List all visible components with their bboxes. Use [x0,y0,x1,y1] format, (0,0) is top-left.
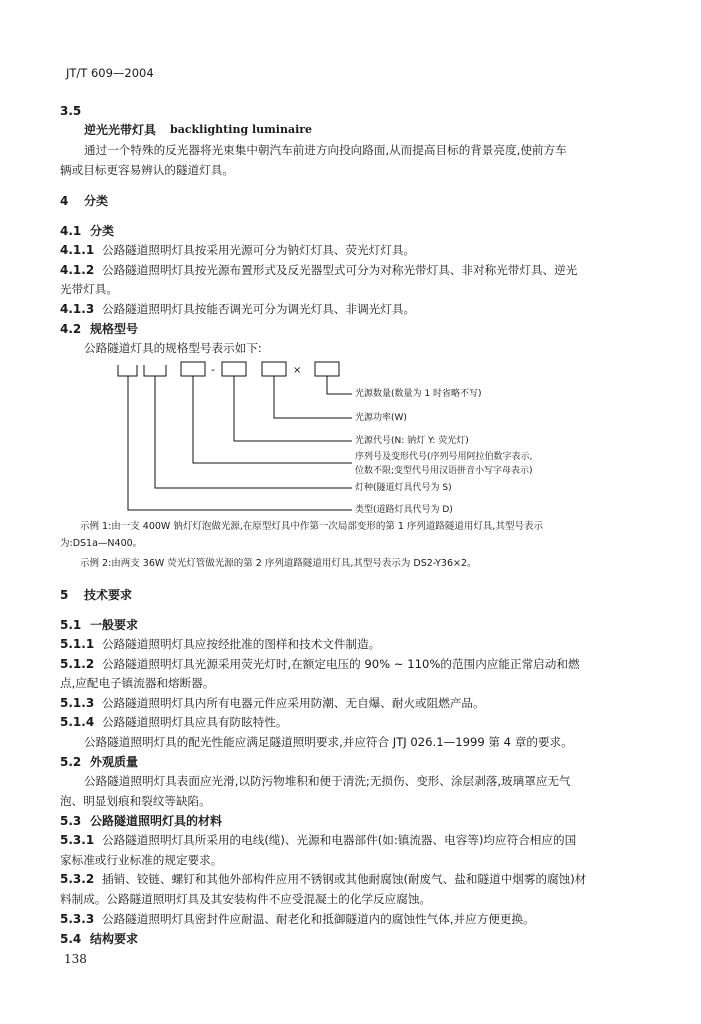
clause-5-3-1-continuation: 家标准或行业标准的规定要求。 [60,853,223,867]
clause-5-3-3-number: 5.3.3 [60,912,95,926]
section-5-number: 5 [60,588,69,602]
section-4-1-number: 4.1 [60,224,82,238]
leader-light-source [234,376,352,441]
label-lamp-kind: 灯种(隧道灯具代号为 S) [355,483,452,493]
clause-5-3-1-text: 公路隧道照明灯具所采用的电线(缆)、光源和电器部件(如:镇流器、电容等)均应符合相应的国 [102,833,577,847]
clause-4-1-2-continuation: 光带灯具。 [60,282,118,296]
clause-5-1-3-number: 5.1.3 [60,696,95,710]
clause-5-1-1-number: 5.1.1 [60,637,95,651]
section-5-title: 技术要求 [84,588,133,602]
standard-code: JT/T 609—2004 [66,66,154,80]
section-5-4-number: 5.4 [60,932,82,946]
clause-5-3-1-number: 5.3.1 [60,833,95,847]
clause-5-1-4-number: 5.1.4 [60,715,95,729]
section-5-3-number: 5.3 [60,814,82,828]
slot-quantity [315,362,339,376]
example-1-line-1: 示例 1:由一支 400W 钠灯灯泡做光源,在原型灯具中作第一次局部变形的第 1 序列道路隧道用灯具,其型号表示 [80,521,543,532]
section-4-2-number: 4.2 [60,322,82,336]
section-5-4-title: 结构要求 [90,932,139,946]
term-definition-line-2: 辆或目标更容易辨认的隧道灯具。 [60,163,234,177]
clause-5-3-2-continuation: 料制成。公路隧道照明灯具及其安装构件不应受混凝土的化学反应腐蚀。 [60,892,432,906]
clause-4-1-1-number: 4.1.1 [60,243,95,257]
clause-5-3-3-text: 公路隧道照明灯具密封件应耐温、耐老化和抵御隧道内的腐蚀性气体,并应方便更换。 [102,912,535,926]
leader-power [274,376,352,418]
clause-5-2-line-1: 公路隧道照明灯具表面应光滑,以防污物堆积和便于清洗;无损伤、变形、涂层剥落,玻璃罩应无气 [84,774,571,788]
clause-4-1-3-text: 公路隧道照明灯具按能否调光可分为调光灯具、非调光灯具。 [102,302,416,316]
label-light-quantity: 光源数量(数量为 1 时省略不写) [355,389,482,399]
slot-type [118,365,137,376]
section-5-1-title: 一般要求 [90,618,139,632]
leader-serial [193,376,352,463]
label-light-power: 光源功率(W) [355,413,407,423]
leader-type [128,376,352,510]
clause-5-1-2-continuation: 点,应配电子镇流器和熔断器。 [60,676,215,690]
clause-5-1-2-number: 5.1.2 [60,657,95,671]
term-english: backlighting luminaire [170,123,313,136]
clause-5-1-2-text: 公路隧道照明灯具光源采用荧光灯时,在额定电压的 90% ~ 110%的范围内应能正常启动和燃 [102,657,580,671]
diagram-times-sign: × [293,365,302,376]
section-4-2-title: 规格型号 [90,322,139,336]
example-2: 示例 2:由两支 36W 荧光灯管做光源的第 2 序列道路隧道用灯具,其型号表示为 DS2-Y36×2。 [80,558,477,569]
slot-serial [181,362,205,376]
slot-power [262,362,286,376]
term-chinese: 逆光光带灯具 [84,123,157,137]
section-5-2-number: 5.2 [60,755,82,769]
clause-5-1-3-text: 公路隧道照明灯具内所有电器元件应采用防潮、无自爆、耐火或阻燃产品。 [102,696,485,710]
clause-4-1-3-number: 4.1.3 [60,302,95,316]
section-4-1-title: 分类 [90,224,115,238]
slot-light-source [222,362,246,376]
section-5-1-number: 5.1 [60,618,82,632]
leader-quantity [327,376,352,394]
clause-4-1-2-number: 4.1.2 [60,263,95,277]
page-number: 138 [64,952,87,966]
section-4-number: 4 [60,194,69,208]
clause-5-3-2-text: 插销、铰链、螺钉和其他外部构件应用不锈钢或其他耐腐蚀(耐废气、盐和隧道中烟雾的腐蚀)材 [102,872,587,886]
label-serial-line-2: 位数不限;变型代号用汉语拼音小写字母表示) [355,466,533,476]
term-definition-line-1: 通过一个特殊的反光器将光束集中朝汽车前进方向投向路面,从而提高目标的背景亮度,使前方车 [84,143,567,157]
clause-4-1-1-text: 公路隧道照明灯具按采用光源可分为钠灯灯具、荧光灯灯具。 [102,243,416,257]
clause-4-1-2-text: 公路隧道照明灯具按光源布置形式及反光器型式可分为对称光带灯具、非对称光带灯具、逆光 [102,263,578,277]
clause-5-3-2-number: 5.3.2 [60,872,95,886]
label-serial-line-1: 序列号及变形代号(序列号用阿拉伯数字表示, [355,452,533,462]
section-4-title: 分类 [84,194,109,208]
clause-5-1-paragraph: 公路隧道照明灯具的配光性能应满足隧道照明要求,并应符合 JTJ 026.1—1999 第 4 章的要求。 [84,735,573,749]
section-3-5-number: 3.5 [60,104,82,118]
diagram-dash: - [211,363,215,376]
label-light-source-code: 光源代号(N: 钠灯 Y: 荧光灯) [355,436,469,446]
leader-lamp-kind [155,376,352,488]
label-type: 类型(道路灯具代号为 D) [355,505,453,515]
clause-5-1-4-text: 公路隧道照明灯具应具有防眩特性。 [102,715,288,729]
section-5-3-title: 公路隧道照明灯具的材料 [90,814,223,828]
clause-5-2-line-2: 泡、明显划痕和裂纹等缺陷。 [60,794,211,808]
clause-5-1-1-text: 公路隧道照明灯具应按经批准的图样和技术文件制造。 [102,637,381,651]
designation-intro: 公路隧道灯具的规格型号表示如下: [84,341,262,355]
section-5-2-title: 外观质量 [90,755,139,769]
slot-lamp-kind [144,365,166,376]
example-1-line-2: 为:DS1a—N400。 [60,538,143,549]
